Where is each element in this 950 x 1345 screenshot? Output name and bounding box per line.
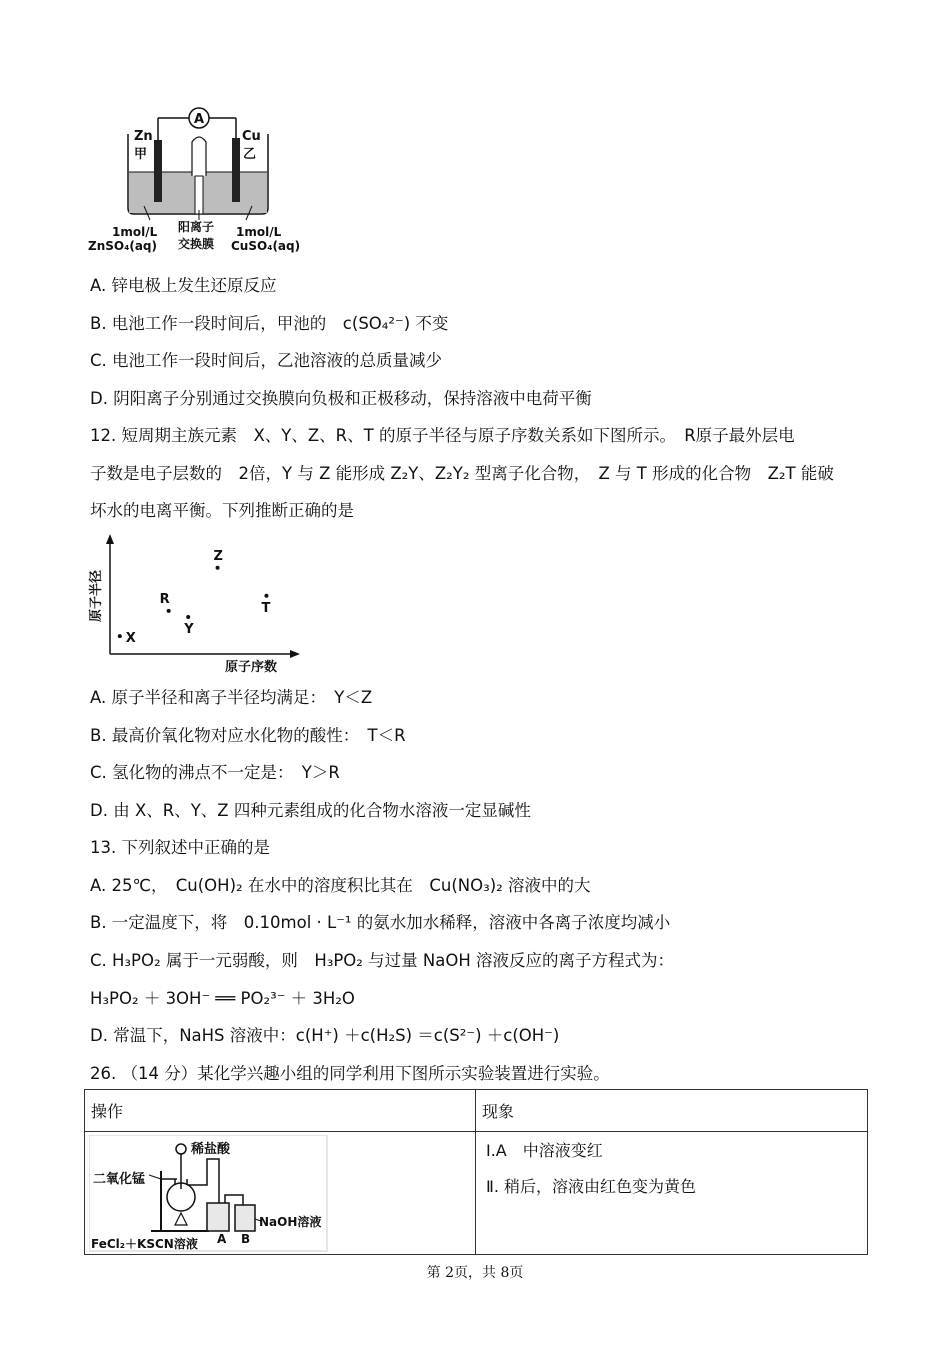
page-footer: 第 2页，共 8页 [426,1265,524,1281]
svg-text:A: A [193,112,205,127]
q11-option-a: A. 锌电极上发生还原反应 [90,276,277,295]
q13-option-d: D. 常温下，NaHS 溶液中：c(H⁺) ＋c(H₂S) ＝c(S²⁻) ＋c(OH⁻) [90,1026,560,1045]
point-label-r: R [159,591,170,607]
x-axis-label: 原子序数 [224,660,278,675]
operation-cell [85,1132,476,1255]
q12-option-b: B. 最高价氧化物对应水化物的酸性： T＜R [90,726,406,745]
observation-1: Ⅰ.A 中溶液变红 [486,1141,603,1160]
svg-text:1mol/L: 1mol/L [112,225,158,239]
q26-title: 26. （14 分）某化学兴趣小组的同学利用下图所示实验装置进行实验。 [90,1064,610,1083]
svg-text:二氧化锰: 二氧化锰 [93,1172,146,1187]
point-z [216,566,220,570]
svg-text:甲: 甲 [134,147,148,162]
galvanic-cell-figure [86,106,326,256]
point-y [186,615,190,619]
svg-text:交换膜: 交换膜 [178,237,215,251]
svg-text:1mol/L: 1mol/L [236,225,282,239]
y-axis-arrow [106,534,114,544]
svg-text:NaOH溶液: NaOH溶液 [259,1215,322,1229]
point-r [167,609,171,613]
bottle-b-icon [235,1205,255,1231]
svg-text:CuSO₄(aq): CuSO₄(aq) [231,239,301,253]
bottle-a-icon [207,1203,229,1231]
q13-option-c: C. H₃PO₂ 属于一元弱酸，则 H₃PO₂ 与过量 NaOH 溶液反应的离子方程式为： [90,951,674,970]
table-header-observation: 现象 [476,1090,868,1132]
radius-vs-number-chart [86,532,306,677]
q12-stem-line2: 子数是电子层数的 2倍，Y 与 Z 能形成 Z₂Y、Z₂Y₂ 型离子化合物， Z 与 T 形成的化合物 Z₂T 能破 [90,464,834,483]
svg-text:稀盐酸: 稀盐酸 [191,1142,231,1157]
svg-text:ZnSO₄(aq): ZnSO₄(aq) [88,239,157,253]
svg-text:B: B [241,1232,251,1246]
svg-text:阳离子: 阳离子 [178,220,215,234]
x-axis-arrow [290,650,300,658]
q12-stem-line3: 坏水的电离平衡。下列推断正确的是 [90,501,354,520]
q11-option-d: D. 阴阳离子分别通过交换膜向负极和正极移动，保持溶液中电荷平衡 [90,389,592,408]
q13-option-c-equation: H₃PO₂ ＋ 3OH⁻ ══ PO₂³⁻ ＋ 3H₂O [90,989,355,1008]
observation-2: Ⅱ. 稍后，溶液由红色变为黄色 [486,1177,697,1196]
point-x [118,634,122,638]
point-label-t: T [261,600,271,616]
q12-option-a: A. 原子半径和离子半径均满足： Y＜Z [90,688,373,707]
svg-text:A: A [217,1232,227,1246]
q12-option-d: D. 由 X、R、Y、Z 四种元素组成的化合物水溶液一定显碱性 [90,801,531,820]
apparatus-figure [89,1135,329,1253]
y-axis-label: 原子半径 [89,569,104,623]
svg-text:FeCl₂＋KSCN溶液: FeCl₂＋KSCN溶液 [91,1237,198,1251]
q13-title: 13. 下列叙述中正确的是 [90,838,270,857]
point-label-z: Z [213,548,223,564]
q12-stem-line1: 12. 短周期主族元素 X、Y、Z、R、T 的原子半径与原子序数关系如下图所示。 R原子最外层电 [90,426,795,445]
experiment-table [84,1089,868,1255]
svg-text:乙: 乙 [243,147,257,162]
point-label-y: Y [184,622,194,638]
point-t [264,594,268,598]
q12-option-c: C. 氢化物的沸点不一定是： Y＞R [90,763,340,782]
observation-cell [476,1132,868,1255]
svg-text:Cu: Cu [242,129,261,144]
table-header-operation: 操作 [85,1090,476,1132]
q13-option-a: A. 25℃， Cu(OH)₂ 在水中的溶度积比其在 Cu(NO₃)₂ 溶液中的大 [90,876,591,895]
point-label-x: X [125,631,136,647]
svg-text:Zn: Zn [134,129,153,144]
q11-option-b: B. 电池工作一段时间后，甲池的 c(SO₄²⁻) 不变 [90,314,449,333]
q11-option-c: C. 电池工作一段时间后，乙池溶液的总质量减少 [90,351,443,370]
q13-option-b: B. 一定温度下，将 0.10mol · L⁻¹ 的氨水加水稀释，溶液中各离子浓度均减小 [90,913,671,932]
